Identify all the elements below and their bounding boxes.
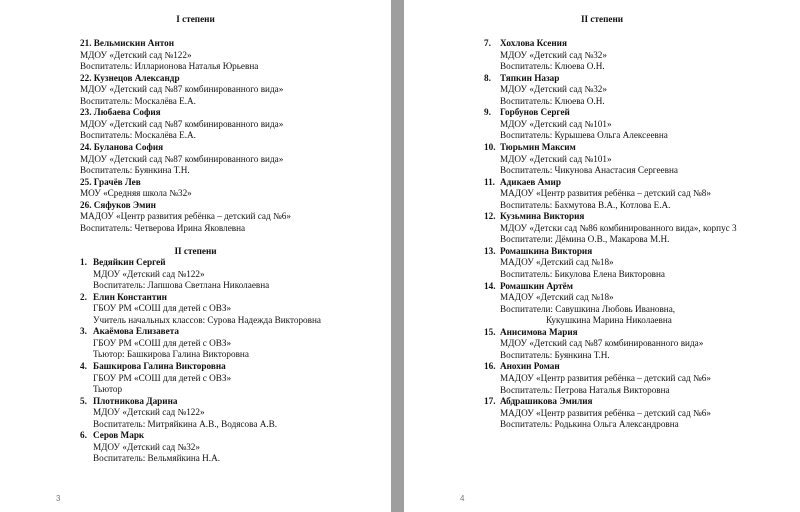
section-heading-2nd-degree: II степени — [580, 14, 624, 24]
participant-detail: Воспитатель: Клюева О.Н. — [500, 95, 605, 106]
participant-detail: МДОУ «Детский сад №101» — [500, 118, 612, 129]
participant-name: Анисимова Мария — [500, 326, 578, 337]
list-number: 7. — [484, 38, 491, 48]
participant-name: Ведяйкин Сергей — [93, 257, 166, 267]
list-number: 2. — [80, 291, 87, 302]
section-heading-1st-degree: I степени — [176, 14, 215, 24]
participant-detail: Воспитатель: Москалёва Е.А. — [80, 95, 196, 106]
participant-detail: МДОУ «Детский сад №32» — [500, 84, 607, 95]
list-number: 17. — [484, 396, 496, 407]
participant-name: Башкирова Галина Викторовна — [93, 360, 226, 371]
participant-detail: Тьютор — [93, 384, 123, 395]
participant-name: 22. Кузнецов Александр — [80, 72, 180, 83]
participant-detail: Воспитатели: Дёмина О.В., Макарова М.Н. — [500, 234, 670, 245]
list-number: 12. — [484, 211, 496, 222]
participant-detail: Воспитатель: Митряйкина А.В., Водясова А.В. — [93, 418, 278, 429]
page-number: 4 — [460, 494, 465, 503]
participant-detail: Воспитатель: Курышева Ольга Алексеевна — [500, 130, 668, 141]
document-page-4 — [404, 0, 800, 512]
participant-name: Адикаев Амир — [500, 176, 561, 187]
participant-detail: Воспитатели: Савушкина Любовь Ивановна, — [500, 303, 676, 314]
list-number: 8. — [484, 72, 491, 83]
participant-detail: МДОУ «Детский сад №122» — [80, 49, 192, 60]
list-number: 1. — [80, 257, 87, 267]
participant-name: Тюрьмин Максим — [500, 141, 576, 152]
participant-detail: Воспитатель: Буянкина Т.Н. — [500, 349, 610, 360]
participant-name: 26. Сяфуков Эмин — [80, 199, 156, 210]
participant-detail: Воспитатель: Бикулова Елена Викторовна — [500, 269, 665, 279]
participant-name: 24. Буланова София — [80, 141, 164, 152]
participant-detail: МДОУ «Детский сад №32» — [93, 441, 200, 452]
participant-detail: МАДОУ «Детский сад №18» — [500, 257, 614, 268]
participant-name: Хохлова Ксения — [500, 38, 567, 48]
list-number: 5. — [80, 395, 87, 406]
list-number: 15. — [484, 326, 496, 337]
participant-detail: ГБОУ РМ «СОШ для детей с ОВЗ» — [93, 303, 232, 314]
participant-detail: МДОУ «Детский сад №87 комбинированного вида» — [80, 118, 284, 129]
participant-detail: Воспитатель: Лапшова Светлана Николаевна — [93, 280, 270, 291]
participant-detail: МДОУ «Детски сад №86 комбинированного вида», корпус 3 — [500, 222, 737, 233]
participant-name: Анохин Роман — [500, 361, 560, 372]
list-number: 13. — [484, 245, 496, 256]
participant-detail: МАДОУ «Центр развития ребёнка – детский сад №6» — [500, 372, 711, 383]
list-number: 9. — [484, 107, 491, 118]
participant-name: Кузьмина Виктория — [500, 211, 585, 222]
participant-name: Горбунов Сергей — [500, 107, 570, 118]
participant-detail: МАДОУ «Центр развития ребёнка – детский сад №6» — [80, 211, 291, 222]
participant-name: Ромашкин Артём — [500, 280, 573, 291]
participant-name: Абдрашикова Эмилия — [500, 396, 593, 407]
participant-detail: МДОУ «Детский сад №87 комбинированного вида» — [500, 338, 704, 349]
participant-detail: МДОУ «Детский сад №122» — [93, 407, 205, 418]
participant-detail: МДОУ «Детский сад №32» — [500, 49, 607, 60]
list-number: 11. — [484, 176, 495, 187]
participant-name: Елин Константин — [93, 291, 167, 302]
participant-detail: Воспитатель: Буянкина Т.Н. — [80, 165, 190, 176]
participant-name: 23. Любаева София — [80, 107, 161, 118]
participant-detail: Воспитатель: Родькина Ольга Александровна — [500, 419, 679, 430]
participant-detail: ГБОУ РМ «СОШ для детей с ОВЗ» — [93, 337, 232, 348]
participant-detail: Воспитатель: Чикунова Анастасия Сергеевна — [500, 165, 678, 176]
participant-detail: МОУ «Средняя школа №32» — [80, 188, 192, 199]
participant-detail: Учитель начальных классов: Сурова Надежда Викторовна — [93, 314, 321, 325]
participant-detail: МАДОУ «Центр развития ребёнка – детский сад №6» — [500, 407, 711, 418]
list-number: 14. — [484, 280, 496, 291]
section-heading-2nd-degree: II степени — [174, 246, 217, 256]
participant-detail: Воспитатель: Илларионова Наталья Юрьевна — [80, 61, 259, 72]
list-number: 6. — [80, 430, 87, 441]
list-number: 3. — [80, 326, 87, 337]
participant-detail: Воспитатель: Клюева О.Н. — [500, 61, 605, 72]
participant-detail: ГБОУ РМ «СОШ для детей с ОВЗ» — [93, 372, 232, 383]
participant-name: 21. Вельмискин Антон — [80, 38, 175, 48]
participant-detail: МАДОУ «Центр развития ребёнка – детский сад №8» — [500, 188, 711, 199]
list-number: 4. — [80, 360, 87, 371]
participant-name: Акаёмова Елизавета — [93, 326, 179, 337]
participant-detail: Воспитатель: Москалёва Е.А. — [80, 130, 196, 141]
participant-name: Серов Марк — [93, 430, 145, 441]
list-number: 10. — [484, 141, 496, 152]
participant-detail: Воспитатель: Бахмутова В.А., Котлова Е.А. — [500, 199, 671, 210]
page-number: 3 — [56, 494, 61, 503]
participant-name: Ромашкина Виктория — [500, 245, 593, 256]
participant-detail: Воспитатель: Петрова Наталья Викторовна — [500, 384, 670, 395]
document-page-3 — [0, 0, 391, 512]
participant-detail: МДОУ «Детский сад №87 комбинированного вида» — [80, 153, 284, 164]
participant-name: Тяпкин Назар — [500, 72, 560, 83]
participant-detail: Воспитатель: Четверова Ирина Яковлевна — [80, 222, 246, 233]
participant-detail: МДОУ «Детский сад №87 комбинированного вида» — [80, 84, 284, 95]
participant-detail: МДОУ «Детский сад №122» — [93, 268, 205, 279]
participant-detail: Воспитатель: Вельмяйкина Н.А. — [93, 453, 221, 464]
list-number: 16. — [484, 361, 496, 372]
participant-detail: Кукушкина Марина Николаевна — [546, 315, 672, 326]
participant-name: 25. Грачёв Лев — [80, 176, 141, 187]
participant-detail: Тьютор: Башкирова Галина Викторовна — [93, 349, 249, 360]
participant-detail: МАДОУ «Детский сад №18» — [500, 292, 614, 303]
participant-name: Плотникова Дарина — [93, 395, 178, 406]
participant-detail: МДОУ «Детский сад №101» — [500, 153, 612, 164]
